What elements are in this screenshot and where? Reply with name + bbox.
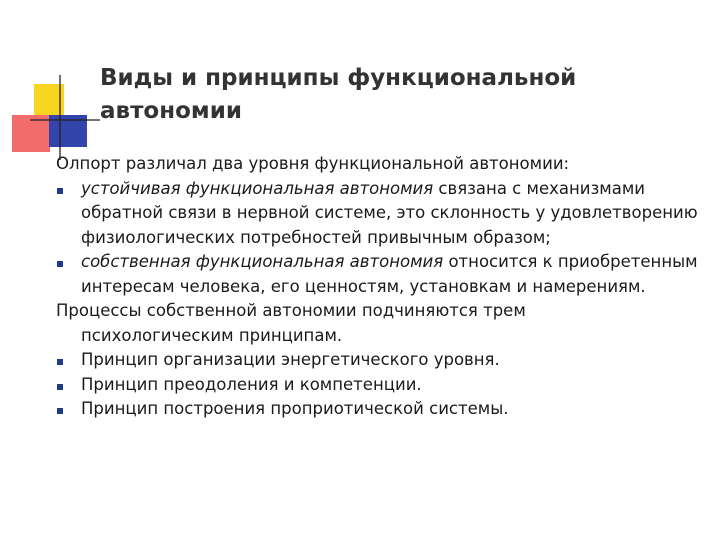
bullet-icon: [56, 348, 81, 372]
bullet-text: связана с механизмами обратной связи в нервной системе, это склонность у удовлетворению физиологических потребностей привычным образом;: [81, 178, 698, 247]
title-line-1: Виды и принципы функциональной: [100, 65, 577, 91]
processes-text: [56, 299, 706, 348]
bullet-emphasis: собственная функциональная автономия: [81, 252, 444, 271]
principle-text: Принцип преодоления и компетенции.: [81, 374, 422, 394]
list-item: [56, 397, 706, 422]
decorative-logo: [0, 0, 100, 170]
slide-body: [56, 152, 706, 422]
list-item: [56, 177, 706, 251]
principle-text: Принцип построения проприотической системы.: [81, 399, 509, 418]
principle-text: Принцип организации энергетического уровня.: [81, 350, 500, 369]
processes-line-1: Процессы собственной автономии подчиняются трем: [56, 301, 526, 320]
bullet-emphasis: устойчивая функциональная автономия: [81, 178, 434, 198]
bullet-icon: [56, 397, 81, 421]
bullet-icon: [56, 250, 81, 274]
list-item: [56, 250, 706, 299]
intro-text: Олпорт различал два уровня функциональной автономии:: [56, 154, 570, 173]
list-item: [56, 348, 706, 373]
bullet-icon: [56, 177, 81, 201]
title-line-2: автономии: [100, 98, 242, 124]
list-item: [56, 373, 706, 398]
bullet-icon: [56, 373, 81, 397]
processes-line-2: психологическим принципам.: [81, 325, 343, 345]
slide-title: [100, 62, 700, 128]
bullet-text: относится к приобретенным интересам человека, его ценностям, установкам и намерениям.: [81, 252, 698, 296]
